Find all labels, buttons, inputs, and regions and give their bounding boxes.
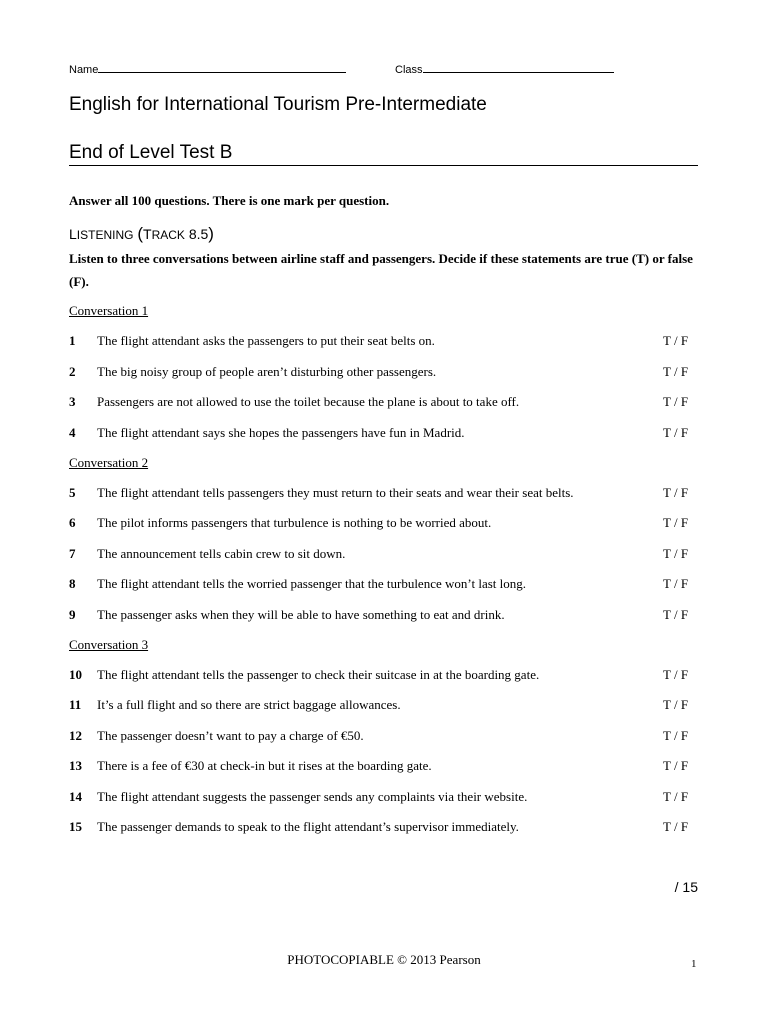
- listening-instructions: Listen to three conversations between airline staff and passengers. Decide if these statements are true (T) or false (F).: [69, 251, 693, 289]
- question-number: 7: [69, 546, 76, 561]
- question-row: [69, 576, 699, 594]
- true-false-answer[interactable]: T / F: [663, 364, 689, 379]
- footer-copyright: PHOTOCOPIABLE © 2013 Pearson: [287, 952, 481, 967]
- question-text: Passengers are not allowed to use the toilet because the plane is about to take off.: [97, 394, 520, 409]
- true-false-answer[interactable]: T / F: [663, 819, 689, 834]
- general-instructions: Answer all 100 questions. There is one mark per question.: [69, 193, 390, 208]
- question-row: [69, 364, 699, 382]
- question-text: The big noisy group of people aren’t disturbing other passengers.: [97, 364, 437, 379]
- question-row: [69, 485, 699, 503]
- conversation-heading-2: Conversation 2: [69, 455, 149, 470]
- name-field[interactable]: [69, 61, 346, 76]
- true-false-answer[interactable]: T / F: [663, 789, 689, 804]
- question-row: [69, 789, 699, 807]
- true-false-answer[interactable]: T / F: [663, 425, 689, 440]
- question-number: 12: [69, 728, 82, 743]
- document-title: English for International Tourism Pre-Intermediate: [69, 94, 487, 115]
- question-row: [69, 394, 699, 412]
- question-row: [69, 819, 699, 837]
- question-text: It’s a full flight and so there are strict baggage allowances.: [97, 697, 401, 712]
- question-text: The announcement tells cabin crew to sit down.: [97, 546, 346, 561]
- question-row: [69, 425, 699, 443]
- true-false-answer[interactable]: T / F: [663, 607, 689, 622]
- question-text: The flight attendant suggests the passenger sends any complaints via their website.: [97, 789, 528, 804]
- question-text: The flight attendant says she hopes the passengers have fun in Madrid.: [97, 425, 465, 440]
- question-number: 8: [69, 576, 76, 591]
- heading-initial: L: [69, 226, 77, 242]
- class-underline[interactable]: [423, 61, 614, 73]
- track-initial: T: [143, 226, 152, 242]
- question-text: The flight attendant tells passengers they must return to their seats and wear their seat belts.: [97, 485, 574, 500]
- true-false-answer[interactable]: T / F: [663, 515, 689, 530]
- question-number: 10: [69, 667, 82, 682]
- question-row: [69, 728, 699, 746]
- true-false-answer[interactable]: T / F: [663, 728, 689, 743]
- conversation-heading-3: Conversation 3: [69, 637, 149, 652]
- question-text: The passenger asks when they will be able to have something to eat and drink.: [97, 607, 505, 622]
- question-text: The flight attendant tells the passenger to check their suitcase in at the boarding gate.: [97, 667, 540, 682]
- page-number: 1: [691, 958, 697, 970]
- question-text: There is a fee of €30 at check-in but it rises at the boarding gate.: [97, 758, 432, 773]
- question-row: [69, 697, 699, 715]
- question-text: The pilot informs passengers that turbulence is nothing to be worried about.: [97, 515, 492, 530]
- conversation-heading-1: Conversation 1: [69, 303, 149, 318]
- question-row: [69, 758, 699, 776]
- paren-close: ): [208, 224, 214, 243]
- true-false-answer[interactable]: T / F: [663, 758, 689, 773]
- question-text: The passenger doesn’t want to pay a charge of €50.: [97, 728, 364, 743]
- question-row: [69, 515, 699, 533]
- question-number: 6: [69, 515, 76, 530]
- heading-rest: ISTENING: [76, 228, 134, 242]
- question-text: The flight attendant asks the passengers to put their seat belts on.: [97, 333, 435, 348]
- test-title: End of Level Test B: [69, 142, 698, 166]
- question-number: 15: [69, 819, 82, 834]
- section-score: / 15: [674, 879, 698, 895]
- question-number: 9: [69, 607, 76, 622]
- section-heading-listening: [69, 224, 214, 244]
- true-false-answer[interactable]: T / F: [663, 485, 689, 500]
- true-false-answer[interactable]: T / F: [663, 546, 689, 561]
- class-label: Class: [395, 64, 423, 76]
- question-number: 13: [69, 758, 82, 773]
- question-row: [69, 667, 699, 685]
- question-number: 14: [69, 789, 82, 804]
- question-text: The flight attendant tells the worried passenger that the turbulence won’t last long.: [97, 576, 526, 591]
- question-number: 3: [69, 394, 76, 409]
- question-row: [69, 607, 699, 625]
- question-number: 1: [69, 333, 76, 348]
- true-false-answer[interactable]: T / F: [663, 667, 689, 682]
- true-false-answer[interactable]: T / F: [663, 333, 689, 348]
- class-field[interactable]: [395, 61, 614, 76]
- name-underline[interactable]: [98, 61, 346, 73]
- question-row: [69, 546, 699, 564]
- question-number: 11: [69, 697, 82, 712]
- true-false-answer[interactable]: T / F: [663, 576, 689, 591]
- question-number: 4: [69, 425, 76, 440]
- paren-open: (: [137, 224, 144, 243]
- question-row: [69, 333, 699, 351]
- name-label: Name: [69, 64, 99, 76]
- true-false-answer[interactable]: T / F: [663, 697, 689, 712]
- question-number: 5: [69, 485, 76, 500]
- track-number: 8.5: [184, 226, 209, 242]
- track-rest: RACK: [151, 228, 185, 242]
- question-number: 2: [69, 364, 76, 379]
- question-text: The passenger demands to speak to the flight attendant’s supervisor immediately.: [97, 819, 519, 834]
- true-false-answer[interactable]: T / F: [663, 394, 689, 409]
